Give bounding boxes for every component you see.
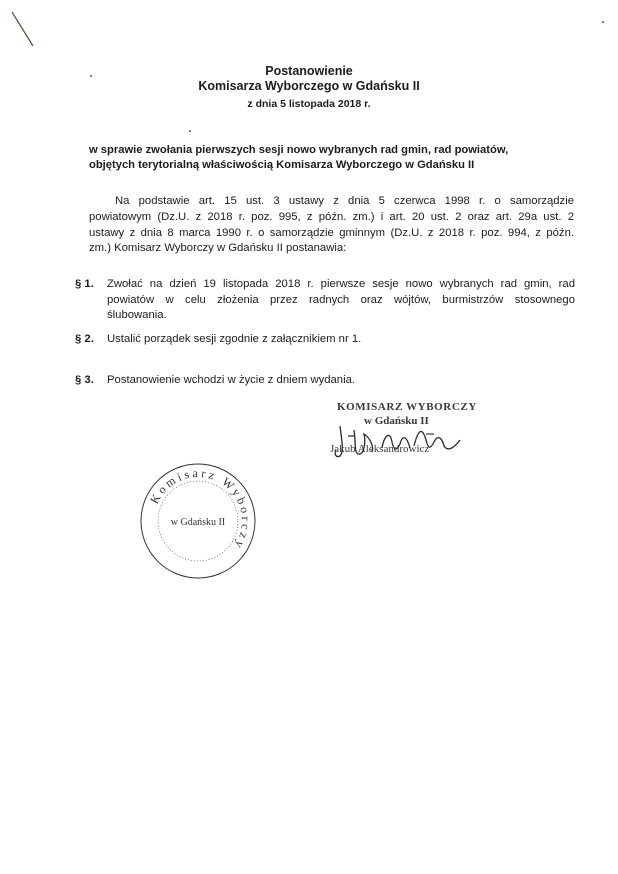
paragraph-1 [75, 277, 575, 324]
title-line-1: Postanowienie [265, 64, 353, 78]
paragraph-number: § 3. [75, 374, 94, 386]
paragraph-line: Zwołać na dzień 19 listopada 2018 r. pierwsze sesje nowo wybranych rad gmin, rad [107, 278, 575, 290]
handwritten-signature [330, 412, 470, 462]
scan-speck [602, 21, 604, 23]
intro-line: zm.) Komisarz Wyborczy w Gdańsku II postanawia: [89, 242, 347, 255]
intro-line: Na podstawie art. 15 ust. 3 ustawy z dnia 5 czerwca 1998 r. o samorządzie [115, 195, 574, 207]
paragraph-line: Ustalić porządek sesji zgodnie z załącznikiem nr 1. [107, 333, 362, 345]
stamp-center-text: w Gdańsku II [170, 517, 226, 528]
signatory-title: KOMISARZ WYBORCZY [337, 401, 477, 413]
paragraph-3 [75, 373, 575, 389]
intro-line: powiatowym (Dz.U. z 2018 r. poz. 995, z późn. zm.) i art. 20 ust. 2 oraz art. 29a ust. 2 [89, 210, 574, 223]
subject-line: objętych terytorialną właściwością Komisarza Wyborczego w Gdańsku II [89, 158, 475, 171]
document-date: z dnia 5 listopada 2018 r. [247, 98, 371, 110]
intro-line: ustawy z dnia 8 marca 1990 r. o samorządzie gminnym (Dz.U. z 2018 r. poz. 994, z późn. [89, 226, 574, 239]
paragraph-number: § 2. [75, 333, 94, 345]
paragraph-2 [75, 332, 575, 348]
paragraph-line: ślubowania. [107, 309, 167, 321]
stamp-ring-text: Komisarz Wyborczy [147, 465, 254, 554]
paragraph-line: powiatów w celu złożenia przez radnych oraz wójtów, burmistrzów stosownego [107, 293, 575, 306]
paragraph-number: § 1. [75, 278, 94, 290]
signatory-place: w Gdańsku II [364, 415, 429, 427]
paragraph-line: Postanowienie wchodzi w życie z dniem wydania. [107, 374, 356, 386]
signatory-name: Jakub Aleksandrowicz [330, 443, 430, 455]
scan-speck [189, 130, 191, 132]
scan-artifact-line [6, 8, 36, 50]
document-title [0, 64, 618, 94]
subject-line: w sprawie zwołania pierwszych sesji nowo wybranych rad gmin, rad powiatów, [89, 144, 509, 156]
legal-basis-paragraph [89, 194, 574, 257]
document-subject [89, 143, 571, 172]
title-line-2: Komisarza Wyborczego w Gdańsku II [198, 79, 420, 93]
round-official-stamp [139, 462, 257, 580]
